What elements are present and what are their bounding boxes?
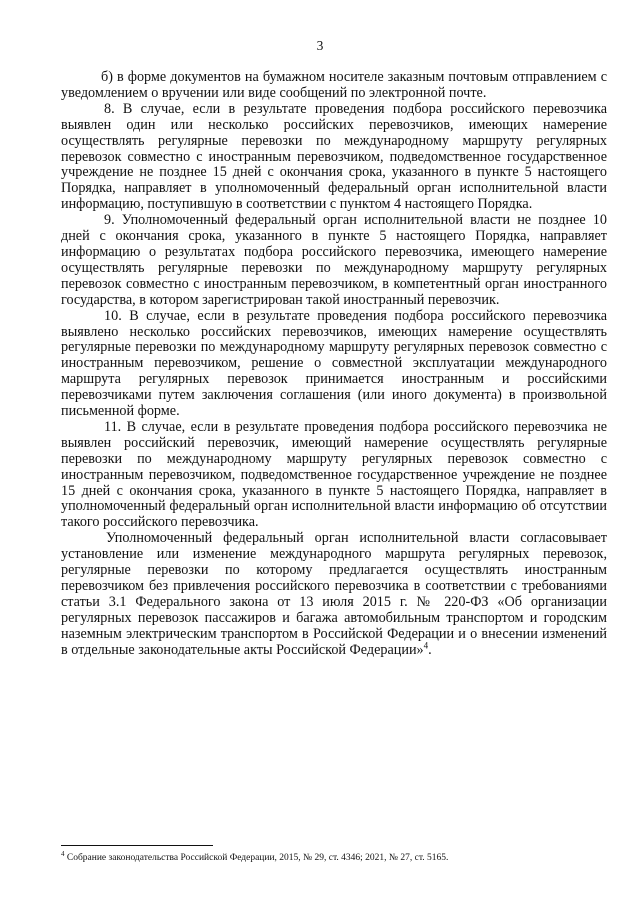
paragraph-11: 11. В случае, если в результате проведения подбора российского перевозчика не выявлен российский перевозчик, имеющий намерение осуществлять регулярные перевозки по международному маршруту регулярных перевозок совместно с иностранным перевозчиком, подведомственное государственное учреждение не позднее 15 дней с окончания срока, указанного в пункте 5 настоящего Порядка, направляет в уполномоченный федеральный орган исполнительной власти информацию об отсутствии такого российского перевозчика. [61,418,607,531]
footnote-text: Собрание законодательства Российской Федерации, 2015, № 29, ст. 4346; 2021, № 27, ст. 5165. [66,853,449,863]
paragraph-8: 8. В случае, если в результате проведения подбора российского перевозчика выявлен один или несколько российских перевозчиков, имеющих намерение осуществлять регулярные перевозки по международному маршруту регулярных перевозок совместно с иностранным перевозчиком, подведомственное государственное учреждение не позднее 15 дней с окончания срока, указанного в пункте 5 настоящего Порядка, направляет в уполномоченный федеральный орган исполнительной власти информацию, поступившую в соответствии с пунктом 4 настоящего Порядка. [61,100,607,213]
page-number: 3 [316,38,324,53]
paragraph-10: 10. В случае, если в результате проведения подбора российского перевозчика выявлено несколько российских перевозчиков, имеющих намерение осуществлять регулярные перевозки по международному маршруту регулярных перевозок совместно с иностранным перевозчиком, решение о совместной эксплуатации международного маршрута регулярных перевозок принимается иностранным и российскими перевозчиками путем заключения соглашения (или иного документа) в произвольной письменной форме. [61,307,607,420]
paragraph-subitem-b: б) в форме документов на бумажном носителе заказным почтовым отправлением с уведомлением о вручении или виде сообщений по электронной почте. [61,69,607,101]
footnote [61,849,607,864]
footnote-number: 4 [61,849,65,858]
footnote-separator [61,845,213,846]
paragraph-9: 9. Уполномоченный федеральный орган исполнительной власти не позднее 10 дней с окончания срока, указанного в пункте 5 настоящего Порядка, направляет информацию о результатах подбора российского перевозчика, имеющего намерение осуществлять регулярные перевозки по международному маршруту регулярных перевозок совместно с иностранным перевозчиком, в компетентный орган иностранного государства, в котором зарегистрирован такой иностранный перевозчик. [61,212,607,308]
footnote-reference: 4 [423,639,429,650]
paragraph-11-continuation: Уполномоченный федеральный орган исполнительной власти согласовывает установление или изменение международного маршрута регулярных перевозок, регулярные перевозки по которому предлагается осуществлять иностранным перевозчиком без привлечения российского перевозчика в соответствии с требованиями статьи 3.1 Федерального закона от 13 июля 2015 г. № 220-ФЗ «Об организации регулярных перевозок пассажиров и багажа автомобильным транспортом и городским наземным электрическим транспортом в Российской Федерации и о внесении изменений в отдельные законодательные акты Российской Федерации»$^4$. [61,530,607,658]
document-body [61,70,607,659]
paragraph-11-continuation-text: Уполномоченный федеральный орган исполнительной власти согласовывает установление или изменение международного маршрута регулярных перевозок, регулярные перевозки по которому предлагается осуществлять иностранным перевозчиком без привлечения российского перевозчика в соответствии с требованиями статьи 3.1 Федерального закона от 13 июля 2015 г. № 220-ФЗ «Об организации регулярных перевозок пассажиров и багажа автомобильным транспортом и городским наземным электрическим транспортом в Российской Федерации и о внесении изменений в отдельные законодательные акты Российской Федерации» [61,530,607,658]
